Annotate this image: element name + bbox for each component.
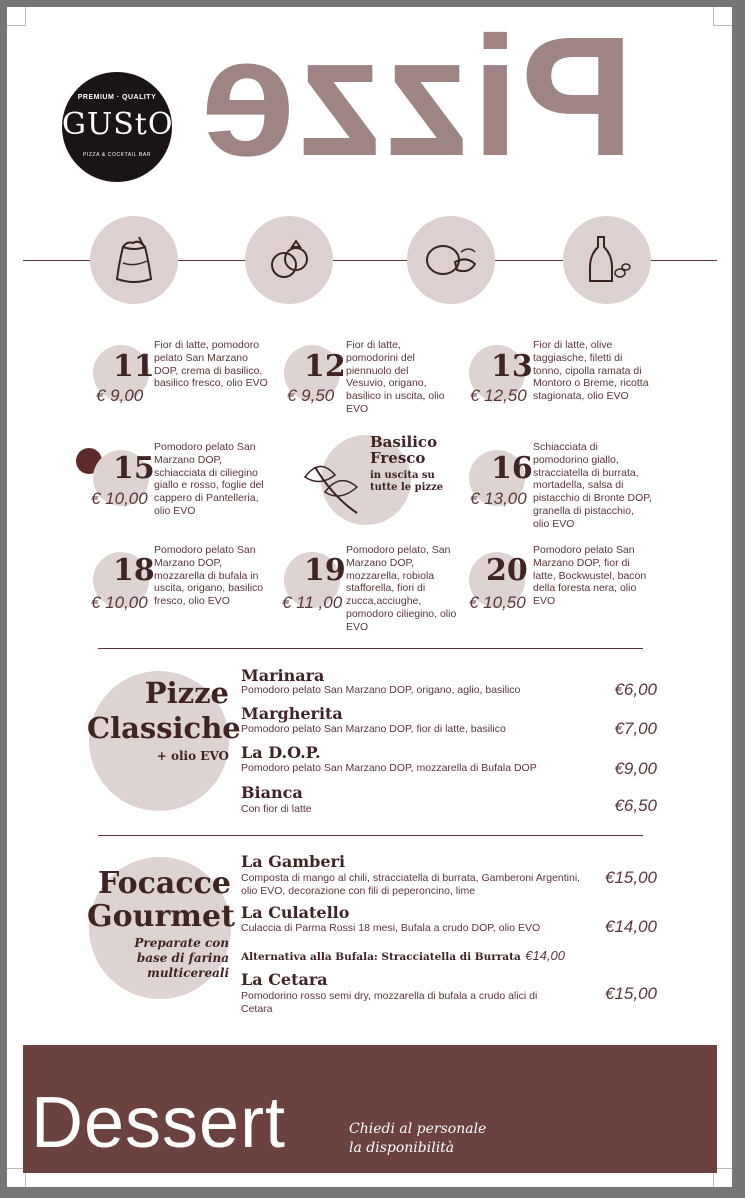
- menu-page: [7, 7, 732, 1187]
- pizza-price: € 9,50: [287, 386, 335, 405]
- menu-item-price: €15,00: [605, 984, 657, 1003]
- pizza-price: € 13,00: [470, 489, 527, 508]
- pizza-price: € 9,00: [96, 386, 144, 405]
- menu-item-name: Bianca: [241, 783, 303, 802]
- dessert-note: Chiedi al personale la disponibilità: [349, 1121, 487, 1156]
- menu-item-price: €7,00: [614, 719, 657, 738]
- menu-item-price: €6,50: [614, 796, 657, 815]
- alternative-price: €14,00: [525, 948, 565, 963]
- alternative-text: Alternativa alla Bufala: Stracciatella di Burrata: [241, 951, 521, 963]
- section-divider: [98, 835, 643, 836]
- logo-subtitle: PIZZA & COCKTAIL BAR: [82, 152, 152, 158]
- section-title: Pizze: [144, 676, 229, 710]
- pizza-number: 15: [113, 451, 155, 486]
- menu-item-name: Marinara: [241, 666, 325, 685]
- pizza-number: 19: [304, 553, 346, 588]
- section-note: Preparate con base di farina multicereali: [134, 936, 229, 980]
- section-note: + olio EVO: [156, 749, 229, 763]
- menu-item-desc: Pomodoro pelato San Marzano DOP, fior di latte, basilico: [241, 723, 506, 735]
- pizza-description: Fior di latte, pomodoro pelato San Marzano DOP, crema di basilico, basilico fresco, olio EVO: [154, 339, 268, 390]
- menu-item-desc: Culaccia di Parma Rossi 18 mesi, Bufala a crudo DOP, olio EVO: [241, 922, 541, 934]
- flour-sack-icon: [90, 216, 178, 304]
- menu-item-name: Margherita: [241, 704, 343, 723]
- logo: [62, 72, 172, 182]
- menu-item-name: La Cetara: [241, 970, 328, 989]
- menu-item-name: La Culatello: [241, 903, 350, 922]
- menu-item-name: La Gamberi: [241, 852, 346, 871]
- pizza-price: € 10,00: [91, 489, 148, 508]
- logo-name: GUStO: [62, 107, 174, 142]
- pizza-price: € 11 ,00: [282, 593, 343, 612]
- pizza-description: Pomodoro pelato San Marzano DOP, mozzarella di bufala in uscita, origano, basilico fresco, olio EVO: [154, 544, 264, 608]
- menu-item-price: €14,00: [605, 917, 657, 936]
- pizza-description: Fior di latte, olive taggiasche, filetti di tonno, cipolla ramata di Montoro o Breme, ricotta stagionata, olio EVO: [533, 339, 649, 403]
- alternative-note: [241, 947, 565, 965]
- section-divider: [98, 648, 643, 649]
- pizza-description: Pomodoro pelato San Marzano DOP, fior di latte, Bockwustel, bacon della foresta nera, olio EVO: [533, 544, 647, 608]
- tomato-icon: [245, 216, 333, 304]
- pizza-number: 12: [304, 349, 346, 384]
- pizza-number: 18: [113, 553, 155, 588]
- basil-icon: [295, 447, 370, 527]
- crop-mark: [7, 7, 26, 26]
- menu-item-desc: Pomodoro pelato San Marzano DOP, origano, aglio, basilico: [241, 684, 521, 696]
- pizza-description: Fior di latte, pomodorini del piennuolo del Vesuvio, origano, basilico in uscita, olio EVO: [346, 339, 445, 415]
- menu-item-desc: Composta di mango al chili, stracciatella di burrata, Gamberoni Argentini, olio EVO, decorazione con fili di peperoncino, lime: [241, 872, 581, 897]
- pizza-price: € 10,50: [469, 593, 526, 612]
- basilico-title: Basilico Fresco: [370, 433, 438, 467]
- pizza-number: 13: [491, 349, 533, 384]
- menu-item-price: €6,00: [614, 680, 657, 699]
- pizza-number: 16: [491, 451, 533, 486]
- pizza-description: Schiacciata di pomodorino giallo, stracciatella di burrata, mortadella, salsa di pistacchio di Bronte DOP, granella di pistacchio, olio EVO: [533, 441, 652, 530]
- menu-item-price: €15,00: [605, 868, 657, 887]
- pizza-price: € 10,00: [91, 593, 148, 612]
- menu-item-desc: Con fior di latte: [241, 803, 312, 815]
- logo-premium-text: PREMIUM · QUALITY: [77, 94, 157, 101]
- section-title: Gourmet: [87, 899, 235, 934]
- crop-mark: [713, 7, 732, 26]
- pizza-number: 20: [486, 553, 528, 588]
- pizza-description: Pomodoro pelato San Marzano DOP, schiacciata di ciliegino giallo e rosso, foglie del cappero di Pantelleria, olio EVO: [154, 441, 264, 517]
- dessert-title: Dessert: [31, 1083, 287, 1163]
- menu-item-name: La D.O.P.: [241, 743, 321, 762]
- page-title: Pizze: [199, 7, 635, 192]
- pizza-price: € 12,50: [470, 386, 527, 405]
- olive-oil-icon: [563, 216, 651, 304]
- menu-item-price: €9,00: [614, 759, 657, 778]
- menu-item-desc: Pomodorino rosso semi dry, mozzarella di bufala a crudo alici di Cetara: [241, 990, 538, 1015]
- pizza-number: 11: [113, 349, 155, 384]
- section-title: Focacce: [98, 866, 231, 901]
- menu-item-desc: Pomodoro pelato San Marzano DOP, mozzarella di Bufala DOP: [241, 762, 537, 774]
- basilico-subtitle: in uscita su tutte le pizze: [370, 470, 444, 493]
- mozzarella-icon: [407, 216, 495, 304]
- pizza-description: Pomodoro pelato, San Marzano DOP, mozzarella, robiola stafforella, fiori di zucca,acciughe, pomodoro ciliegino, olio EVO: [346, 544, 457, 633]
- section-title: Classiche: [87, 711, 241, 745]
